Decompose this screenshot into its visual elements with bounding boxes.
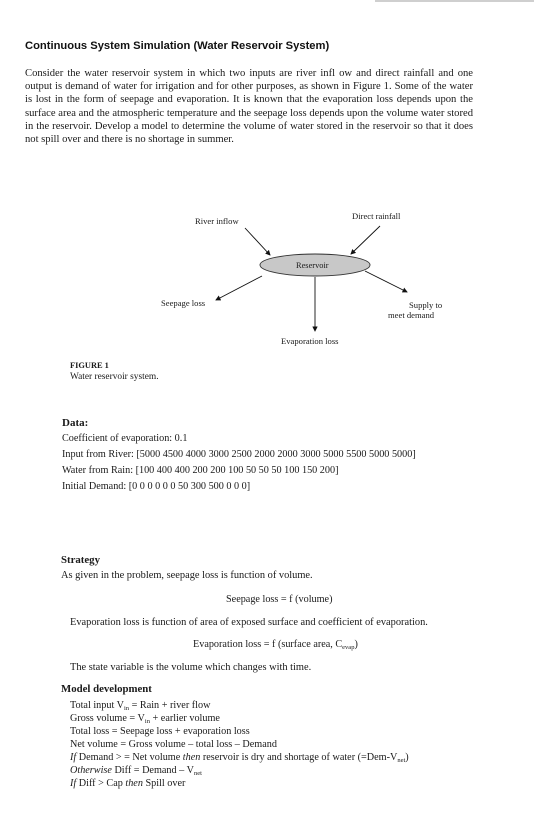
strategy-line2: Evaporation loss is function of area of exposed surface and coefficient of evaporation. [70, 617, 428, 628]
label-river-inflow: River inflow [195, 216, 239, 226]
data-rain: Water from Rain: [100 400 400 200 200 100 50 50 50 100 150 200] [62, 465, 339, 476]
figure-label: FIGURE 1 [70, 361, 109, 370]
model-line-total-loss: Total loss = Seepage loss + evaporation loss [70, 726, 250, 737]
label-supply-line2: meet demand [388, 310, 435, 320]
arrow-seepage-loss [216, 276, 262, 300]
model-line-spill: If Diff > Cap then Spill over [70, 778, 186, 789]
strategy-line1: As given in the problem, seepage loss is function of volume. [61, 570, 313, 581]
strategy-line3: The state variable is the volume which changes with time. [70, 662, 312, 673]
intro-paragraph: Consider the water reservoir system in which two inputs are river infl ow and direct rainfall and one output is demand of water for irrigation and for other purposes, as shown in Figure 1. Some of the water is lost in the form of seepage and evaporation. It is known that the evaporation loss depends upon the surface area and the atmospheric temperature and the seepage loss depends upon the volume water stored in the reservoir. Develop a model to determine the volume of water stored in the reservoir so that it does not spill over and there is no shortage in summer. [25, 68, 473, 146]
data-coefficient: Coefficient of evaporation: 0.1 [62, 433, 188, 444]
data-demand: Initial Demand: [0 0 0 0 0 0 50 300 500 0 0 0] [62, 481, 251, 492]
data-heading: Data: [62, 417, 89, 429]
model-line-shortage: If Demand > = Net volume then reservoir is dry and shortage of water $(=Dem-V_{net})$ [70, 752, 409, 764]
strategy-heading: Strategy [61, 554, 100, 566]
model-line-diff: Otherwise Diff = Demand – $V_{net}$ [70, 765, 202, 777]
arrow-supply [365, 271, 407, 292]
label-seepage-loss: Seepage loss [161, 298, 206, 308]
label-supply-line1: Supply to [409, 300, 443, 310]
data-river: Input from River: [5000 4500 4000 3000 2500 2000 2000 3000 5000 5500 5000 5000] [62, 449, 416, 460]
model-heading: Model development [61, 683, 152, 695]
arrow-direct-rainfall [351, 226, 380, 254]
label-direct-rainfall: Direct rainfall [352, 211, 401, 221]
model-line-gross-volume: Gross volume = $V_{in}$ + earlier volume [70, 713, 220, 725]
equation-seepage: Seepage loss = f (volume) [226, 594, 333, 605]
arrow-river-inflow [245, 228, 270, 255]
label-reservoir: Reservoir [296, 261, 329, 270]
figure-caption: Water reservoir system. [70, 372, 159, 382]
page-title: Continuous System Simulation (Water Reservoir System) [25, 40, 330, 52]
equation-evaporation: Evaporation loss = f (surface area, $C_{evap}$) [193, 639, 358, 651]
model-line-net-volume: Net volume = Gross volume – total loss – Demand [70, 739, 277, 750]
model-line-total-input: Total input $V_{in}$ = Rain + river flow [70, 700, 211, 712]
label-evaporation-loss: Evaporation loss [281, 336, 339, 346]
